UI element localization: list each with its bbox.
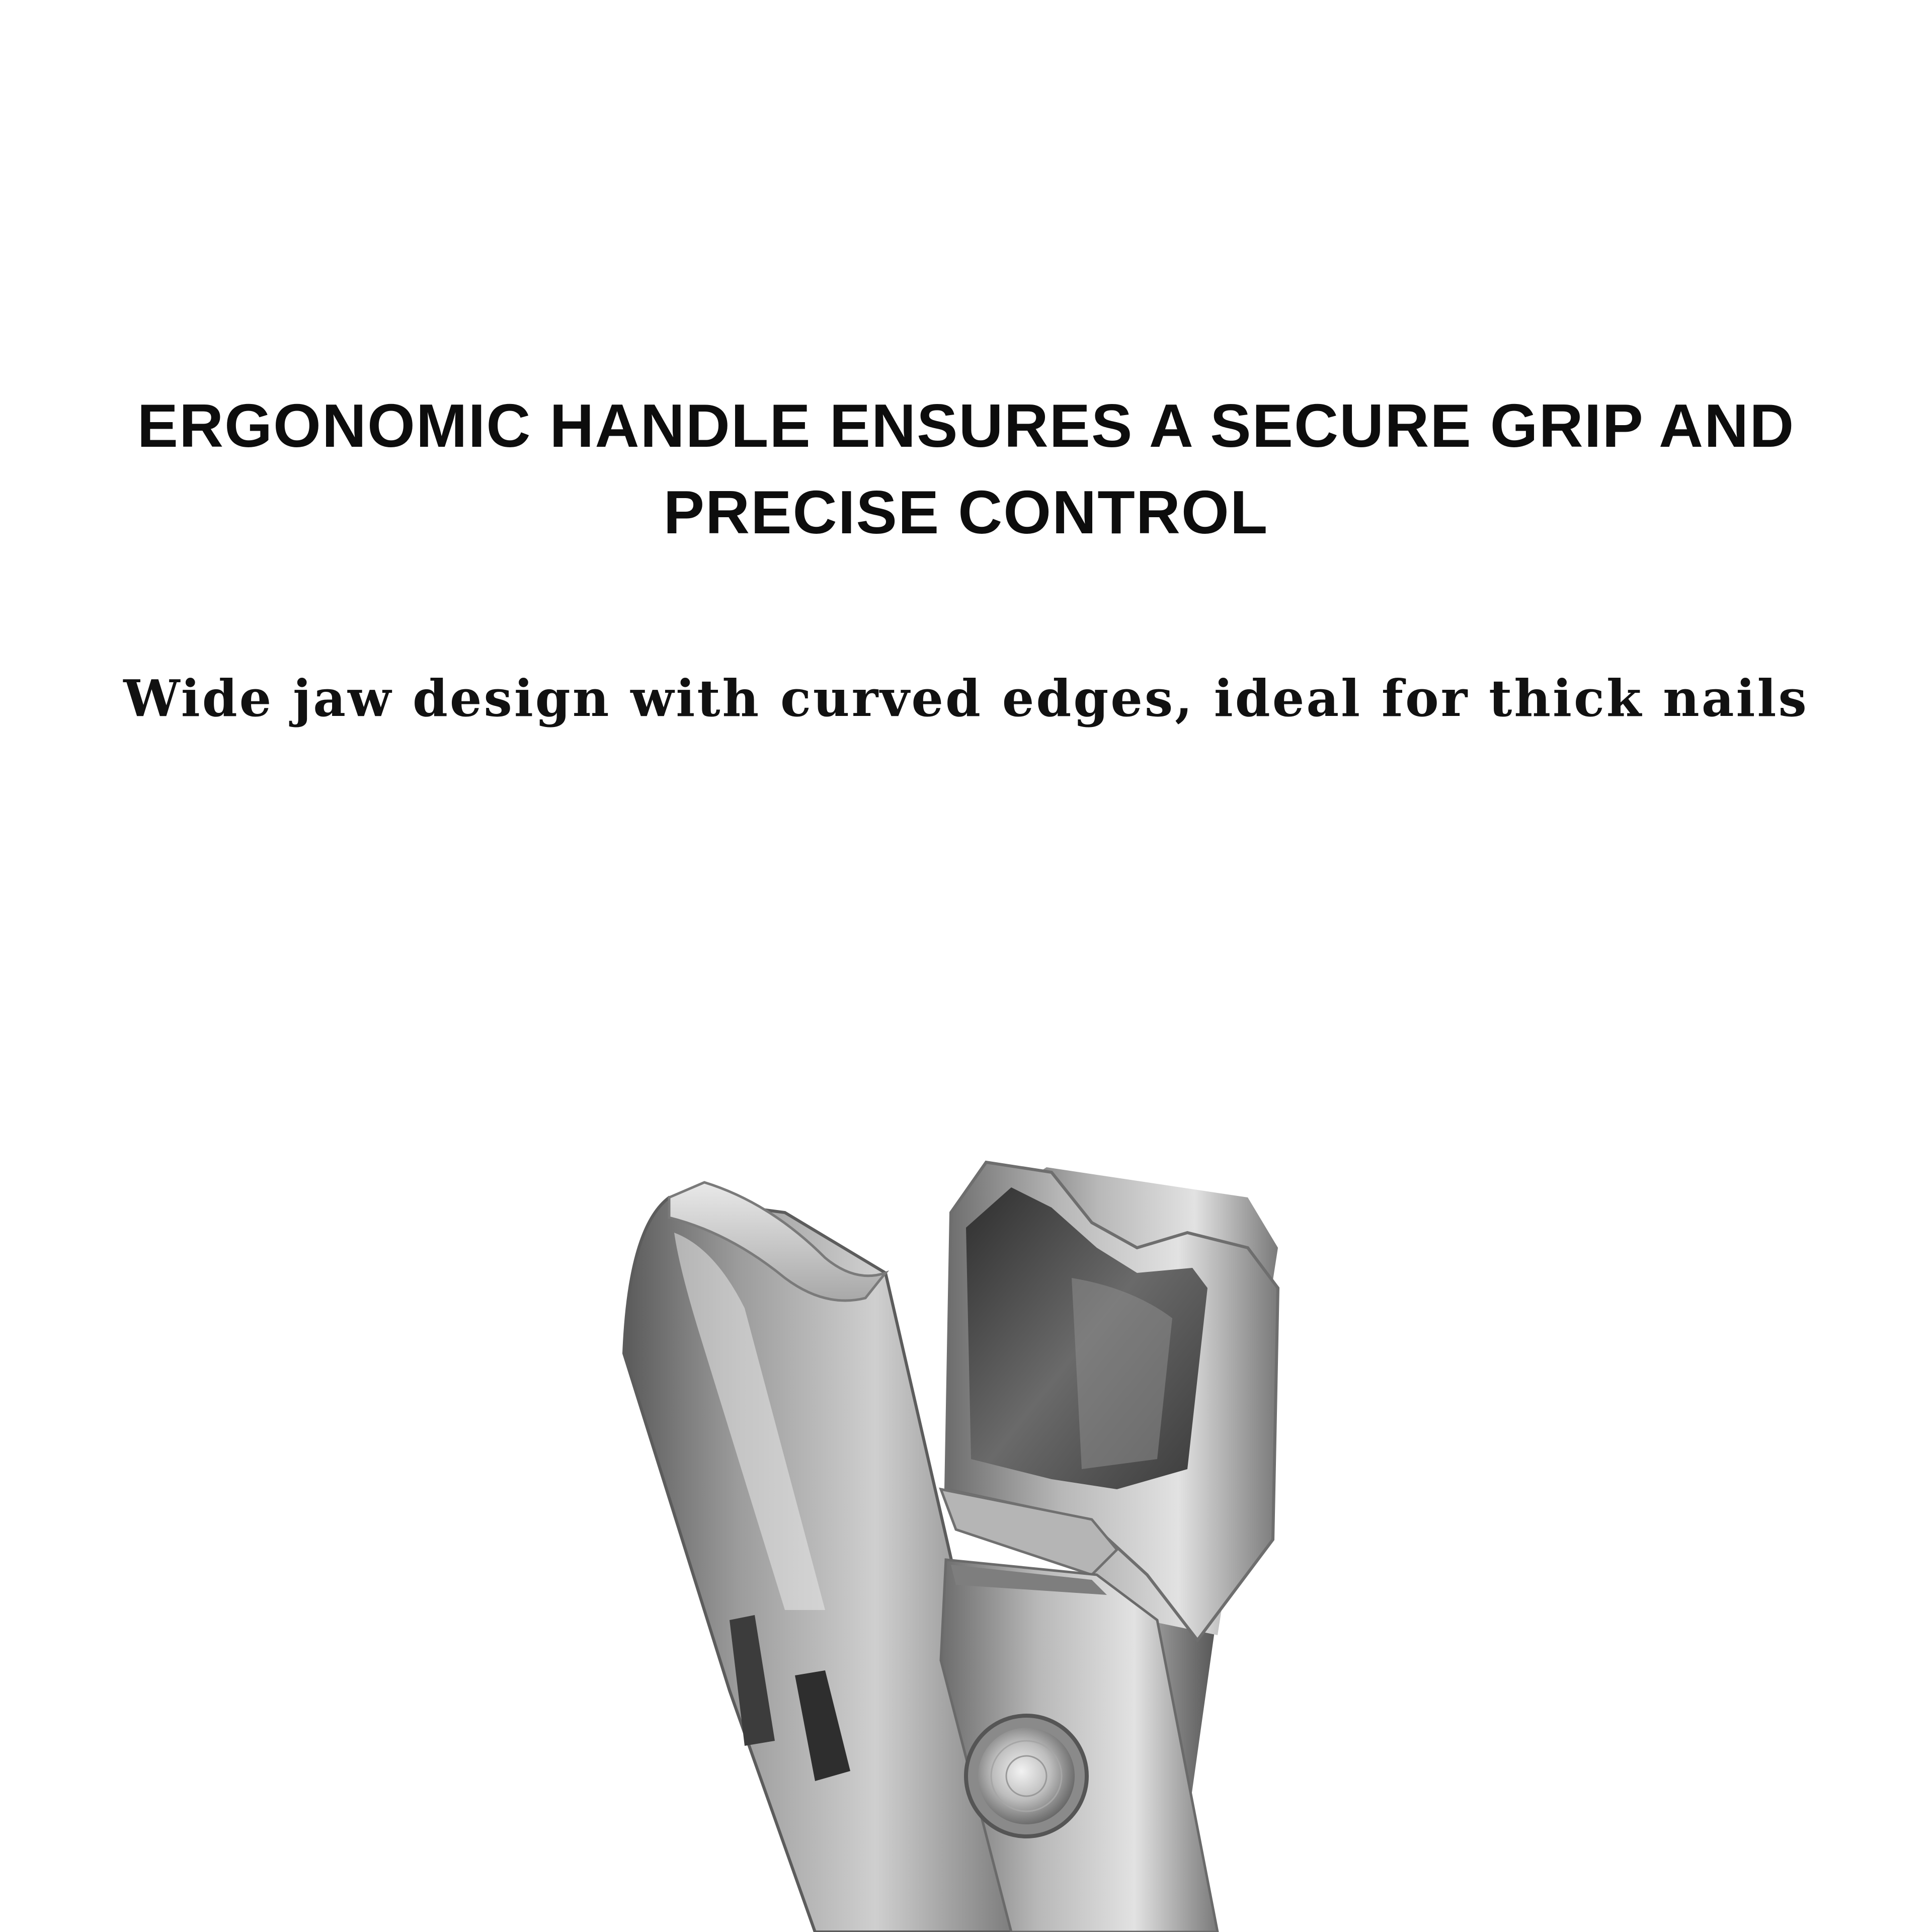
subheadline: Wide jaw design with curved edges, ideal for thick nails [123, 669, 1809, 728]
headline-line-1: ERGONOMIC HANDLE ENSURES A SECURE GRIP AND [137, 391, 1795, 460]
headline-line-2: PRECISE CONTROL [663, 478, 1269, 546]
